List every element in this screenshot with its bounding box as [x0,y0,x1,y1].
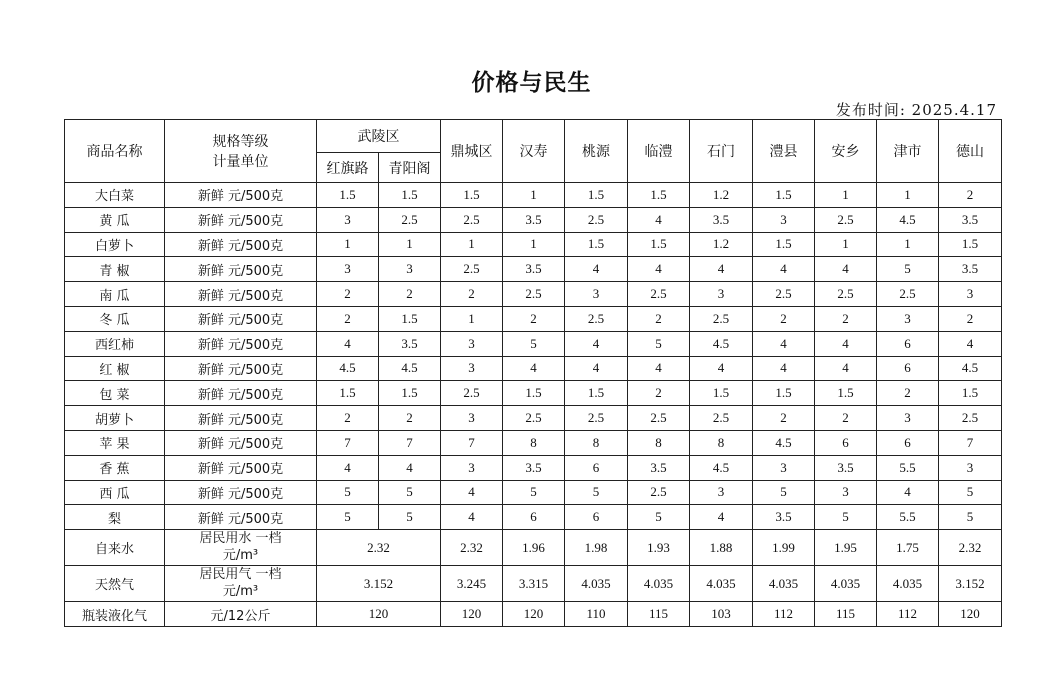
table-row [65,480,1002,505]
price-cell: 4.5 [753,430,815,455]
price-cell: 1.5 [379,381,441,406]
price-cell: 4.035 [877,566,939,602]
publish-date: 发布时间: 2025.4.17 [835,101,997,119]
price-cell: 2.5 [565,406,628,431]
header-lixian: 澧县 [753,120,815,183]
price-cell: 2 [815,306,877,331]
product-unit: 新鲜 元/500克 [165,331,317,356]
lpg-row [65,602,1002,627]
price-cell: 1.2 [690,183,753,208]
price-cell: 4 [690,356,753,381]
price-cell: 8 [565,430,628,455]
table-row [65,183,1002,208]
price-cell: 3.5 [690,207,753,232]
price-cell: 3 [815,480,877,505]
product-unit: 新鲜 元/500克 [165,306,317,331]
price-cell: 1.98 [565,530,628,566]
price-cell: 2 [441,282,503,307]
price-cell: 4.035 [690,566,753,602]
price-cell-wuling: 120 [317,602,441,627]
price-cell: 2 [939,183,1002,208]
price-cell: 2.5 [441,257,503,282]
table-row [65,207,1002,232]
product-name: 胡萝卜 [65,406,165,431]
price-cell: 2 [379,282,441,307]
header-deshan: 德山 [939,120,1002,183]
price-cell: 4.035 [753,566,815,602]
price-cell: 3 [441,356,503,381]
price-cell: 1.88 [690,530,753,566]
price-cell: 2.5 [628,480,690,505]
price-cell: 8 [628,430,690,455]
product-name: 梨 [65,505,165,530]
header-wuling: 武陵区 [317,120,441,153]
product-unit: 新鲜 元/500克 [165,257,317,282]
header-hongqilu: 红旗路 [317,153,379,183]
utility-unit [165,566,317,602]
price-cell: 4 [565,356,628,381]
price-cell: 5 [939,480,1002,505]
price-cell: 4 [690,257,753,282]
table-row [65,282,1002,307]
price-cell: 3 [379,257,441,282]
price-cell: 3 [441,331,503,356]
price-cell: 6 [815,430,877,455]
price-cell: 110 [565,602,628,627]
utility-unit-line2: 元/m³ [222,583,259,599]
price-cell: 2.5 [503,406,565,431]
price-cell: 2.5 [753,282,815,307]
product-unit: 新鲜 元/500克 [165,232,317,257]
table-body [65,183,1002,627]
price-cell: 3 [939,455,1002,480]
header-spec-line2: 计量单位 [212,154,269,170]
price-cell: 1 [379,232,441,257]
price-cell: 1 [503,183,565,208]
price-cell: 1.5 [379,183,441,208]
price-cell: 5 [628,505,690,530]
price-cell: 4.5 [379,356,441,381]
price-cell: 1.95 [815,530,877,566]
price-cell: 3.315 [503,566,565,602]
price-cell: 3 [753,207,815,232]
price-cell: 4 [503,356,565,381]
utility-unit-line2: 元/m³ [222,547,259,563]
product-unit: 新鲜 元/500克 [165,480,317,505]
price-cell: 4 [628,356,690,381]
price-cell: 1.5 [815,381,877,406]
price-cell: 3 [877,306,939,331]
price-cell: 6 [503,505,565,530]
price-cell: 7 [441,430,503,455]
header-dingcheng: 鼎城区 [441,120,503,183]
price-cell: 4.5 [690,455,753,480]
price-cell: 6 [565,505,628,530]
price-cell: 1.5 [565,232,628,257]
price-cell: 2 [815,406,877,431]
price-cell: 4 [753,257,815,282]
price-cell: 1.5 [690,381,753,406]
price-cell: 1 [877,183,939,208]
price-cell: 5 [503,480,565,505]
price-cell: 4 [317,455,379,480]
lpg-name: 瓶装液化气 [65,602,165,627]
header-shimen: 石门 [690,120,753,183]
price-cell: 5 [317,505,379,530]
price-cell: 4 [815,257,877,282]
price-cell: 3 [877,406,939,431]
price-cell: 2 [877,381,939,406]
price-cell: 2.5 [565,207,628,232]
utility-unit-line1: 居民用水 一档 [199,531,282,547]
header-taoyuan: 桃源 [565,120,628,183]
price-cell: 5.5 [877,505,939,530]
price-cell: 8 [690,430,753,455]
document-title: 价格与民生 [471,70,592,96]
price-cell: 5 [503,331,565,356]
utility-unit-line1: 居民用气 一档 [199,567,282,583]
header-spec-unit [165,120,317,183]
product-name: 西红柿 [65,331,165,356]
utility-name: 自来水 [65,530,165,566]
price-cell: 5 [379,505,441,530]
price-cell: 4 [690,505,753,530]
price-cell: 3 [441,455,503,480]
product-name: 西 瓜 [65,480,165,505]
price-cell: 6 [877,430,939,455]
product-unit: 新鲜 元/500克 [165,356,317,381]
price-cell: 7 [379,430,441,455]
price-cell: 5 [379,480,441,505]
price-cell: 4 [753,356,815,381]
price-cell: 1.5 [379,306,441,331]
price-cell: 3.5 [939,257,1002,282]
price-cell: 1.5 [317,381,379,406]
header-product-name: 商品名称 [65,120,165,183]
price-cell: 2.5 [441,381,503,406]
table-row [65,356,1002,381]
price-cell: 3.5 [503,455,565,480]
price-cell: 3 [690,282,753,307]
price-cell: 2.5 [690,306,753,331]
price-cell: 2 [939,306,1002,331]
price-cell: 3 [939,282,1002,307]
table-row [65,232,1002,257]
price-cell: 3 [753,455,815,480]
price-cell: 3.5 [753,505,815,530]
price-cell: 115 [815,602,877,627]
price-cell: 103 [690,602,753,627]
price-cell: 112 [753,602,815,627]
price-cell: 4 [815,356,877,381]
product-name: 苹 果 [65,430,165,455]
price-cell: 1.5 [628,232,690,257]
price-cell: 1.5 [317,183,379,208]
header-spec-line1: 规格等级 [212,134,269,150]
table-row [65,455,1002,480]
price-cell: 4.5 [317,356,379,381]
price-cell: 1 [317,232,379,257]
price-cell: 2.5 [939,406,1002,431]
price-cell: 4 [753,331,815,356]
price-cell: 1 [503,232,565,257]
price-cell: 120 [441,602,503,627]
price-cell: 2 [317,306,379,331]
price-cell: 2 [753,406,815,431]
price-cell: 7 [939,430,1002,455]
price-cell: 2 [628,306,690,331]
price-cell: 5 [753,480,815,505]
price-cell: 5 [815,505,877,530]
price-cell: 8 [503,430,565,455]
price-cell: 3 [317,257,379,282]
price-cell: 3.5 [815,455,877,480]
price-cell: 3.152 [939,566,1002,602]
product-unit: 新鲜 元/500克 [165,381,317,406]
price-cell: 5.5 [877,455,939,480]
price-cell: 1.99 [753,530,815,566]
price-cell: 5 [317,480,379,505]
product-unit: 新鲜 元/500克 [165,207,317,232]
price-cell: 4 [441,480,503,505]
price-cell: 3.245 [441,566,503,602]
price-cell: 1.93 [628,530,690,566]
price-cell: 2 [503,306,565,331]
price-cell: 6 [877,331,939,356]
price-cell: 1.5 [441,183,503,208]
price-cell: 2.5 [441,207,503,232]
price-cell: 120 [939,602,1002,627]
price-cell: 3 [317,207,379,232]
price-cell: 1 [441,306,503,331]
price-cell: 2.5 [690,406,753,431]
header-linli: 临澧 [628,120,690,183]
price-cell: 1.5 [628,183,690,208]
price-cell: 3 [441,406,503,431]
price-cell: 1 [877,232,939,257]
price-cell: 2 [628,381,690,406]
table-row [65,505,1002,530]
price-cell-wuling: 2.32 [317,530,441,566]
price-cell: 7 [317,430,379,455]
utility-unit-text [199,531,281,564]
table-row [65,406,1002,431]
header-row [65,120,1002,153]
price-table [64,119,1002,627]
price-cell: 2.5 [565,306,628,331]
price-cell: 6 [877,356,939,381]
price-cell: 5 [877,257,939,282]
price-cell: 2 [317,282,379,307]
price-cell: 2.5 [815,282,877,307]
price-cell: 2.32 [441,530,503,566]
price-cell: 1 [815,232,877,257]
price-cell: 4 [628,207,690,232]
price-cell: 2 [753,306,815,331]
product-unit: 新鲜 元/500克 [165,505,317,530]
product-name: 南 瓜 [65,282,165,307]
price-cell: 2.5 [503,282,565,307]
table-row [65,257,1002,282]
price-cell: 3.5 [503,257,565,282]
price-cell: 1.96 [503,530,565,566]
price-cell: 4 [565,331,628,356]
price-cell: 2.5 [628,282,690,307]
price-cell: 1.5 [753,381,815,406]
price-cell: 3 [690,480,753,505]
price-cell: 4 [565,257,628,282]
price-cell: 4.5 [877,207,939,232]
price-cell: 4.035 [815,566,877,602]
utility-unit [165,530,317,566]
utility-row [65,530,1002,566]
price-cell: 4 [317,331,379,356]
header-qingyangge: 青阳阁 [379,153,441,183]
table-row [65,306,1002,331]
price-cell: 4 [628,257,690,282]
header-hanshou: 汉寿 [503,120,565,183]
price-cell-wuling: 3.152 [317,566,441,602]
price-cell: 2.5 [877,282,939,307]
price-cell: 120 [503,602,565,627]
product-name: 黄 瓜 [65,207,165,232]
product-name: 香 蕉 [65,455,165,480]
price-cell: 4 [939,331,1002,356]
table-row [65,430,1002,455]
price-cell: 4.5 [690,331,753,356]
price-cell: 1.5 [939,232,1002,257]
price-cell: 2 [379,406,441,431]
price-cell: 115 [628,602,690,627]
price-cell: 2 [317,406,379,431]
price-cell: 2.5 [628,406,690,431]
product-name: 冬 瓜 [65,306,165,331]
price-cell: 4 [441,505,503,530]
utility-name: 天然气 [65,566,165,602]
price-cell: 6 [565,455,628,480]
price-cell: 3.5 [503,207,565,232]
price-cell: 4 [877,480,939,505]
lpg-unit: 元/12公斤 [165,602,317,627]
product-name: 青 椒 [65,257,165,282]
product-name: 白萝卜 [65,232,165,257]
price-cell: 5 [628,331,690,356]
table-row [65,331,1002,356]
product-unit: 新鲜 元/500克 [165,183,317,208]
price-cell: 4 [379,455,441,480]
price-cell: 1.5 [503,381,565,406]
price-cell: 4 [815,331,877,356]
price-cell: 1.5 [939,381,1002,406]
product-unit: 新鲜 元/500克 [165,282,317,307]
price-cell: 4.035 [628,566,690,602]
header-jinshi: 津市 [877,120,939,183]
price-cell: 1.5 [565,183,628,208]
price-cell: 1.5 [753,232,815,257]
product-unit: 新鲜 元/500克 [165,430,317,455]
product-unit: 新鲜 元/500克 [165,455,317,480]
utility-row [65,566,1002,602]
price-cell: 3.5 [379,331,441,356]
price-cell: 4.035 [565,566,628,602]
price-cell: 1.5 [753,183,815,208]
price-cell: 5 [565,480,628,505]
price-cell: 3 [565,282,628,307]
product-name: 包 菜 [65,381,165,406]
price-cell: 4.5 [939,356,1002,381]
price-cell: 1.5 [565,381,628,406]
price-cell: 5 [939,505,1002,530]
price-cell: 3.5 [628,455,690,480]
price-cell: 3.5 [939,207,1002,232]
price-cell: 2.32 [939,530,1002,566]
product-name: 红 椒 [65,356,165,381]
price-cell: 1.75 [877,530,939,566]
price-cell: 1 [815,183,877,208]
price-cell: 112 [877,602,939,627]
product-name: 大白菜 [65,183,165,208]
price-cell: 2.5 [379,207,441,232]
price-cell: 2.5 [815,207,877,232]
utility-unit-text [199,567,281,600]
product-unit: 新鲜 元/500克 [165,406,317,431]
header-anxiang: 安乡 [815,120,877,183]
price-cell: 1 [441,232,503,257]
price-cell: 1.2 [690,232,753,257]
table-row [65,381,1002,406]
